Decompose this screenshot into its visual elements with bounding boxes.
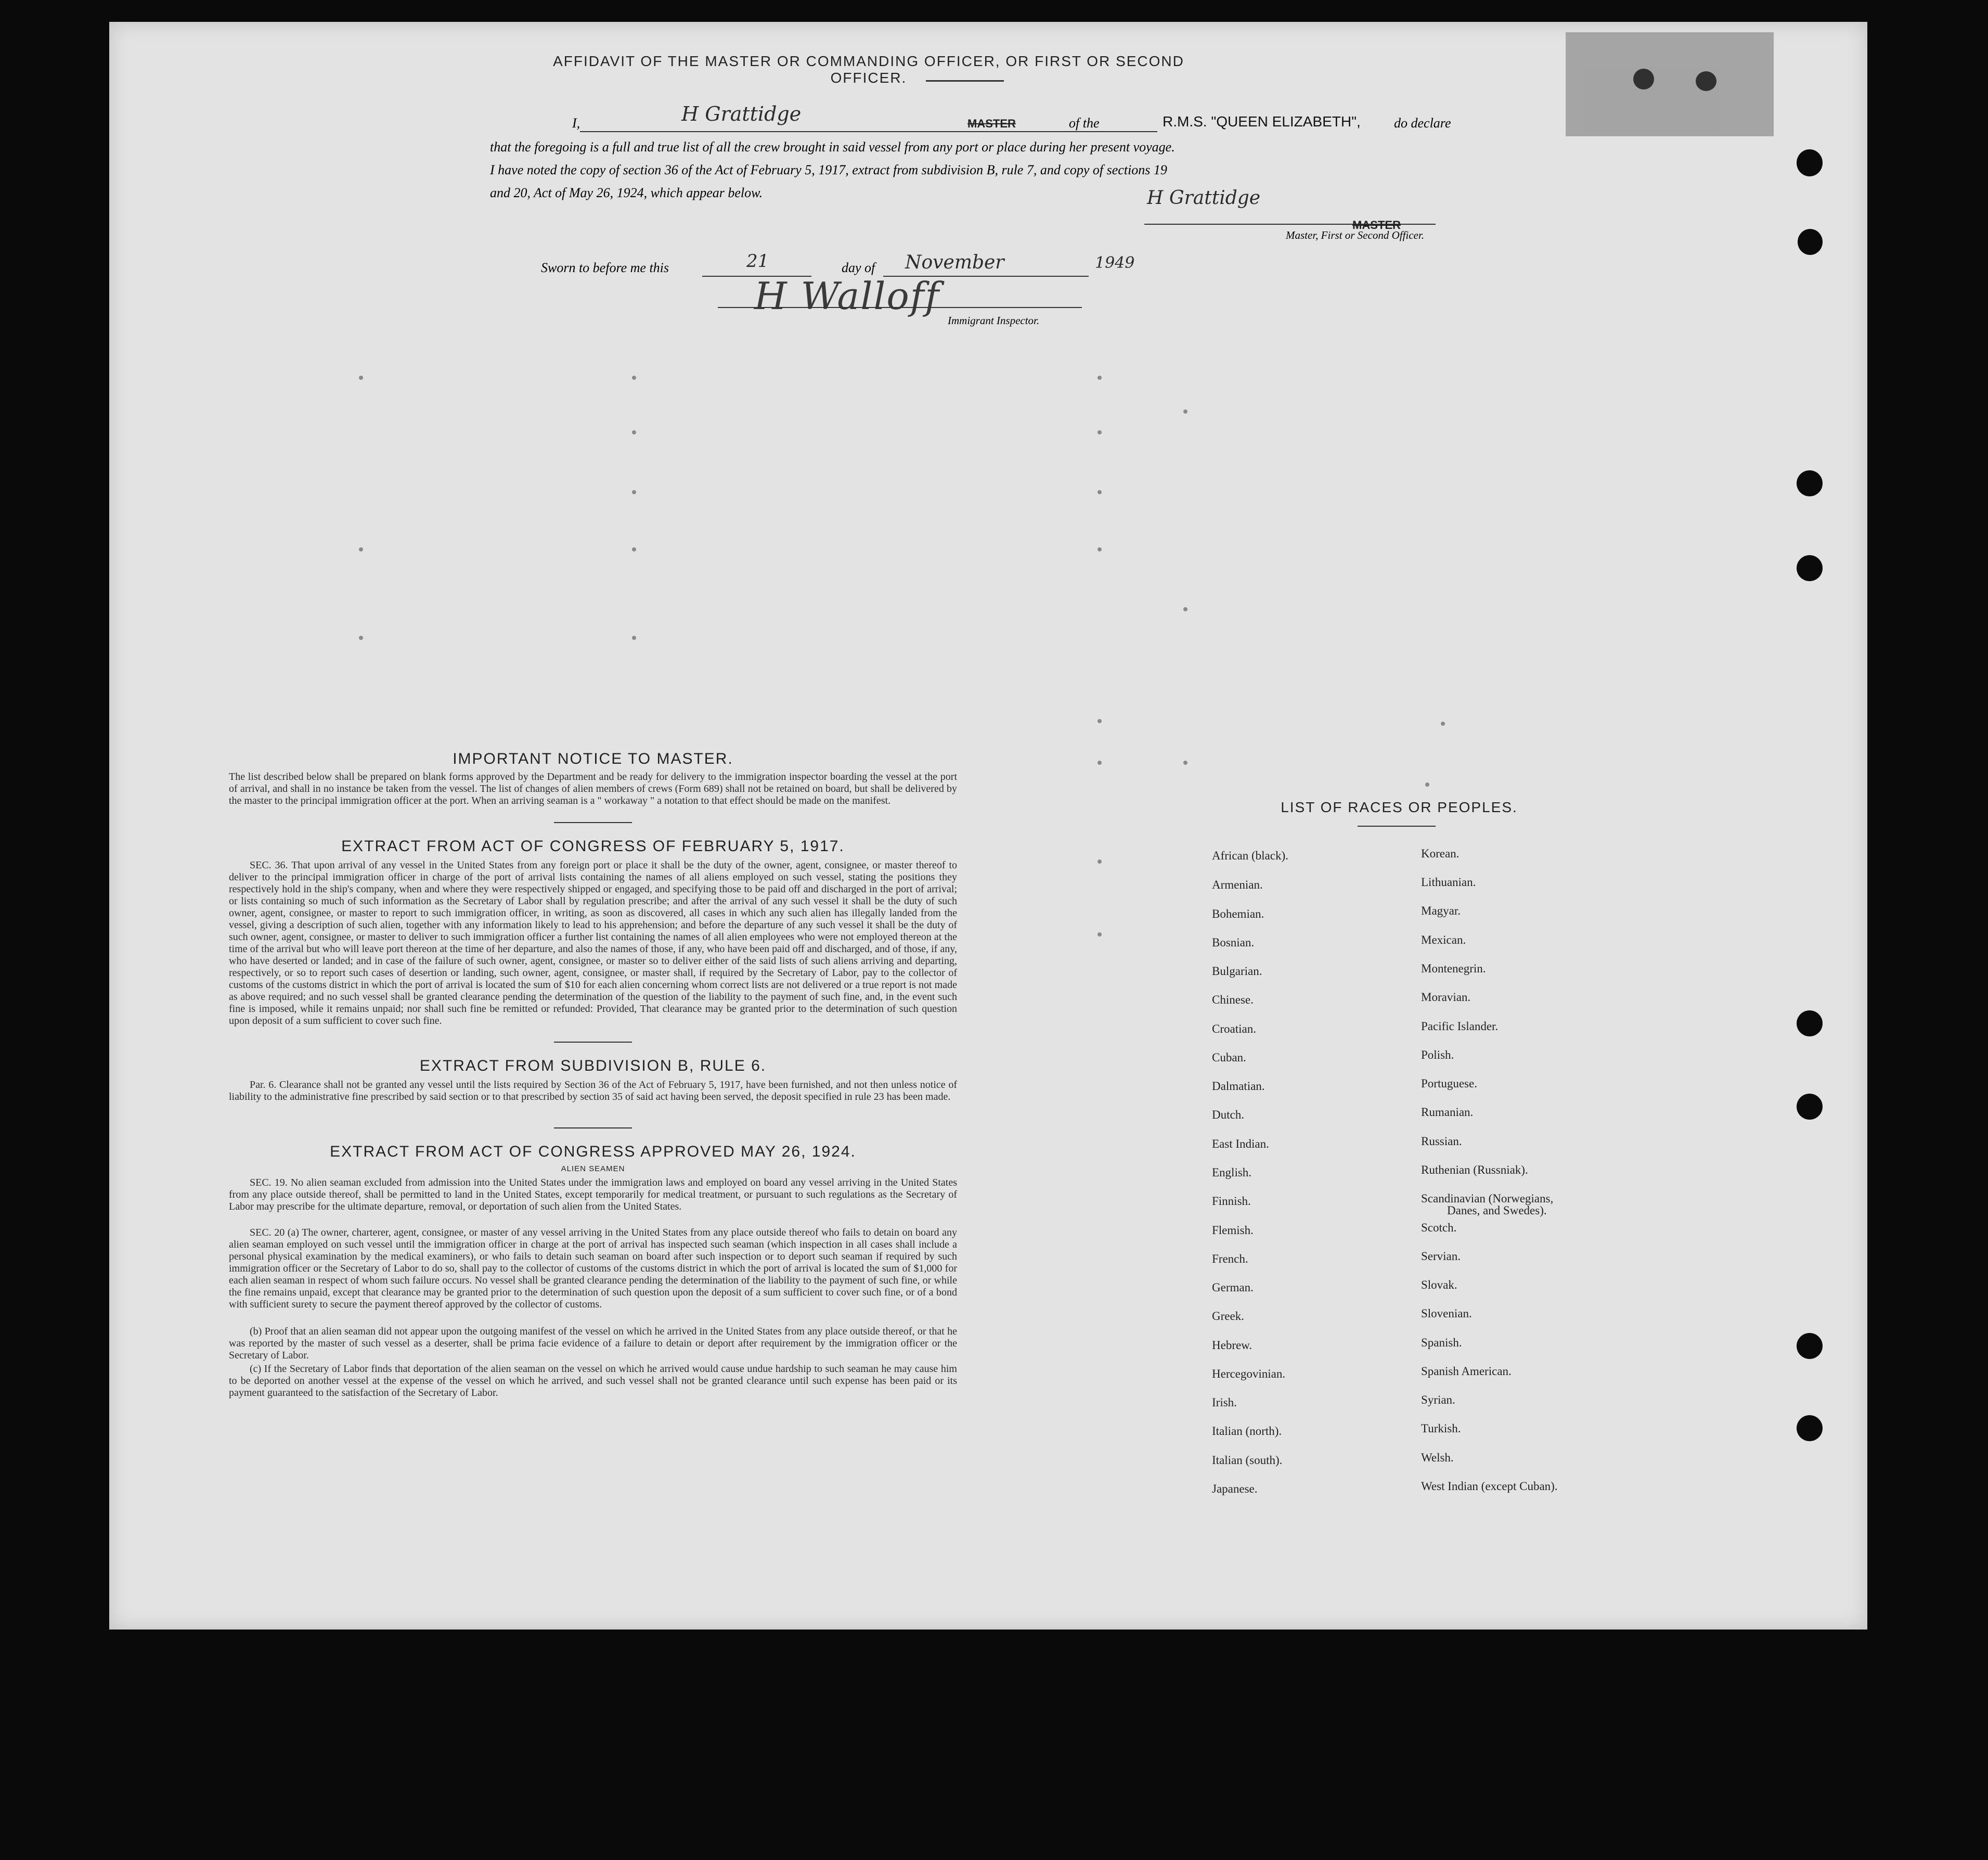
notice-title: IMPORTANT NOTICE TO MASTER. bbox=[453, 750, 733, 767]
race-item: Bohemian. bbox=[1212, 907, 1264, 920]
extract-1917-title: EXTRACT FROM ACT OF CONGRESS OF FEBRUARY 5, 1917. bbox=[341, 838, 845, 855]
extract-rule6-body: Par. 6. Clearance shall not be granted any vessel until the lists required by Section 36 of the Act of February 5, 1917, have been furnished, and not then unless notice of liability to the administrative fine prescribed by said section or to that prescribed by section 35 of said act having been served, the deposit specified in rule 23 has been made. bbox=[229, 1079, 957, 1102]
race-item: Hercegovinian. bbox=[1212, 1367, 1286, 1380]
race-item: African (black). bbox=[1212, 849, 1288, 862]
race-item: Slovenian. bbox=[1421, 1307, 1472, 1320]
race-item: Scandinavian (Norwegians, bbox=[1421, 1192, 1554, 1205]
race-item: Hebrew. bbox=[1212, 1339, 1253, 1352]
corner-stamp bbox=[1566, 32, 1774, 136]
race-item: Greek. bbox=[1212, 1310, 1244, 1323]
document-page bbox=[109, 22, 1867, 1630]
race-item: Armenian. bbox=[1212, 878, 1263, 891]
sworn-day: 21 bbox=[746, 251, 769, 272]
race-item: Moravian. bbox=[1421, 991, 1471, 1004]
inspector-caption: Immigrant Inspector. bbox=[948, 314, 1040, 327]
race-item: Magyar. bbox=[1421, 904, 1461, 917]
extract-1917-rule bbox=[554, 1042, 632, 1043]
sworn-day-of: day of bbox=[842, 260, 875, 275]
binder-hole bbox=[1797, 1415, 1823, 1441]
races-title: LIST OF RACES OR PEOPLES. bbox=[1281, 799, 1518, 815]
of-label: of the bbox=[1069, 116, 1100, 131]
extract-1924-sec20c: (c) If the Secretary of Labor finds that deportation of the alien seaman on the vessel on which he arrived would cause undue hardship to such seaman he may cause him to be deported on another vessel at the expense of the vessel on which he arrived, and such vessel shall not be granted clearance until such expense has been paid or its payment guaranteed to the satisfaction of the Secretary of Labor. bbox=[229, 1363, 957, 1399]
race-item: Korean. bbox=[1421, 847, 1460, 860]
race-item: Cuban. bbox=[1212, 1051, 1246, 1064]
race-item: Dalmatian. bbox=[1212, 1080, 1265, 1093]
race-item: Croatian. bbox=[1212, 1022, 1256, 1035]
race-item: Spanish. bbox=[1421, 1336, 1462, 1349]
race-item: Lithuanian. bbox=[1421, 876, 1476, 889]
extract-1924-sec19: SEC. 19. No alien seaman excluded from admission into the United States under the immigration laws and employed on board any vessel arriving in the United States from any place outside thereof, shall be permitted to land in the United States, except temporarily for medical treatment, or pursuant to such regulations as the Secretary of Labor may prescribe for the ultimate departure, removal, or deportation of such alien from the United States. bbox=[229, 1177, 957, 1212]
extract-1924-title: EXTRACT FROM ACT OF CONGRESS APPROVED MAY 26, 1924. bbox=[330, 1143, 856, 1160]
race-item: Mexican. bbox=[1421, 933, 1466, 946]
extract-1924-sec20a: SEC. 20 (a) The owner, charterer, agent, consignee, or master of any vessel arriving in the United States from any place outside thereof who fails to detain on board any alien seaman employed on such vessel until the immigration officer in charge at the port of arrival has inspected such seaman (which inspection in all cases shall include a personal physical examination by the medical examiners), or who fails to detain such seaman on board after such inspection or to deport such seaman if required by such immigration officer or the Secretary of Labor to do so, shall pay to the collector of customs of the customs district in which the port of arrival is located the sum of $1,000 for each alien seaman in respect of whom such failure occurs. No vessel shall be granted clearance pending the determination of the liability to the payment of such fine, or while the fine remains unpaid, except that clearance may be granted prior to the determination of such question upon the deposit of a sum sufficient to cover such fine, or of a bond with sufficient surety to secure the payment thereof approved by the collector of customs. bbox=[229, 1227, 957, 1310]
signature-rank: MASTER bbox=[1352, 219, 1401, 232]
race-item: Italian (north). bbox=[1212, 1425, 1282, 1438]
binder-hole bbox=[1797, 1010, 1823, 1036]
race-item: Ruthenian (Russniak). bbox=[1421, 1163, 1528, 1176]
declare-text: do declare bbox=[1394, 116, 1451, 131]
affidavit-line4: and 20, Act of May 26, 1924, which appear below. bbox=[490, 185, 763, 200]
sworn-year: 1949 bbox=[1095, 254, 1135, 272]
race-item: Irish. bbox=[1212, 1396, 1237, 1409]
extract-1924-subtitle: ALIEN SEAMEN bbox=[561, 1164, 625, 1173]
sworn-month: November bbox=[905, 252, 1004, 273]
race-item: French. bbox=[1212, 1252, 1248, 1265]
race-item: Portuguese. bbox=[1421, 1077, 1477, 1090]
race-item: Spanish American. bbox=[1421, 1365, 1512, 1378]
race-item: East Indian. bbox=[1212, 1137, 1269, 1150]
binder-hole bbox=[1797, 1094, 1823, 1120]
binder-hole bbox=[1797, 555, 1823, 581]
affidavit-i-prefix: I, bbox=[572, 116, 580, 131]
binder-hole bbox=[1798, 229, 1823, 255]
race-item: Russian. bbox=[1421, 1135, 1462, 1148]
race-item: German. bbox=[1212, 1281, 1254, 1294]
rank-label: MASTER bbox=[967, 117, 1016, 130]
race-item-continuation: Danes, and Swedes). bbox=[1447, 1204, 1547, 1217]
extract-rule6-title: EXTRACT FROM SUBDIVISION B, RULE 6. bbox=[419, 1057, 767, 1074]
signature-caption: Master, First or Second Officer. bbox=[1286, 229, 1424, 241]
race-item: Turkish. bbox=[1421, 1422, 1461, 1435]
master-name-line bbox=[580, 131, 1157, 132]
binder-hole bbox=[1797, 1333, 1823, 1359]
race-item: Montenegrin. bbox=[1421, 962, 1486, 975]
affidavit-title: AFFIDAVIT OF THE MASTER OR COMMANDING OFFICER, OR FIRST OR SECOND OFFICER. bbox=[553, 53, 1184, 86]
master-signature: H Grattidge bbox=[681, 102, 802, 125]
sworn-prefix: Sworn to before me this bbox=[541, 260, 669, 275]
race-item: Finnish. bbox=[1212, 1195, 1251, 1208]
extract-1924-sec20b: (b) Proof that an alien seaman did not appear upon the outgoing manifest of the vessel on which he arrived in the United States from any place outside thereof, or that he was reported by the master of such vessel as a deserter, shall be prima facie evidence of a failure to detain or deport after requirement by the immigration officer or the Secretary of Labor. bbox=[229, 1326, 957, 1361]
notice-body: The list described below shall be prepared on blank forms approved by the Department and be ready for delivery to the immigration inspector boarding the vessel at the port of arrival, and shall in no instance be taken from the vessel. The list of changes of alien members of crews (Form 689) shall not be retained on board, but shall be delivered by the master to the principal immigration officer at the port. When an arriving seaman is a " workaway " a notation to that effect should be made on the manifest. bbox=[229, 771, 957, 806]
race-item: English. bbox=[1212, 1166, 1252, 1179]
extract-rule6-rule bbox=[554, 1127, 632, 1128]
race-item: Dutch. bbox=[1212, 1108, 1244, 1121]
race-item: Pacific Islander. bbox=[1421, 1020, 1499, 1033]
binder-hole bbox=[1797, 149, 1823, 176]
vessel-name: R.M.S. "QUEEN ELIZABETH", bbox=[1163, 113, 1361, 130]
extract-1917-body: SEC. 36. That upon arrival of any vessel in the United States from any foreign port or place it shall be the duty of the owner, agent, consignee, or master thereof to deliver to the principal immigration officer in charge of the port of arrival lists containing the names of all aliens employed on such vessel, stating the positions they respectively hold in the ship's company, when and where they were respectively shipped or engaged, and specifying those to be paid off and discharged in the port of arrival; or lists containing so much of such information as the Secretary of Labor shall by regulation prescribe; and after the arrival of any such vessel it shall be the duty of such owner, agent, consignee, or master to report to such immigration officer, in writing, as soon as discovered, all cases in which any such alien has illegally landed from the vessel, giving a description of such alien, together with any information likely to lead to his apprehension; and before the departure of any such vessel it shall be the duty of such owner, agent, consignee, or master to deliver to such immigration officer a further list containing the names of all alien employees who were not employed thereon at the time of the arrival but who will leave port thereon at the time of her departure, and also the names of those, if any, who have been paid off and discharged, and of those, if any, who have deserted or landed; and in case of the failure of such owner, agent, consignee, or master so to deliver either of the said lists of such aliens arriving and departing, respectively, or so to report such cases of desertion or landing, such owner, agent, consignee, or master shall, if required by the Secretary of Labor, pay to the collector of customs of the customs district in which the port of arrival is located the sum of $10 for each alien concerning whom correct lists are not delivered or a true report is not made as above required; and no such vessel shall be granted clearance pending the determination of the question of the liability to the payment of such fine, and, in the event such fine is imposed, while it remains unpaid; nor shall such fine be remitted or refunded: Provided, That clearance may be granted prior to the determination of such question upon deposit of a sum sufficient to cover such fine. bbox=[229, 860, 957, 1027]
races-rule bbox=[1358, 826, 1436, 827]
race-item: Polish. bbox=[1421, 1048, 1454, 1061]
master-signature-2: H Grattidge bbox=[1147, 187, 1261, 209]
race-item: Scotch. bbox=[1421, 1221, 1457, 1234]
race-item: Welsh. bbox=[1421, 1451, 1454, 1464]
race-item: Bosnian. bbox=[1212, 936, 1255, 949]
race-item: Syrian. bbox=[1421, 1393, 1455, 1406]
race-item: Flemish. bbox=[1212, 1224, 1254, 1237]
race-item: Italian (south). bbox=[1212, 1454, 1283, 1467]
race-item: Slovak. bbox=[1421, 1278, 1457, 1291]
race-item: Servian. bbox=[1421, 1250, 1461, 1263]
title-rule bbox=[926, 80, 1004, 82]
race-item: West Indian (except Cuban). bbox=[1421, 1480, 1558, 1493]
race-item: Chinese. bbox=[1212, 993, 1254, 1006]
inspector-signature: H Walloff bbox=[754, 274, 940, 318]
binder-hole bbox=[1797, 470, 1823, 496]
notice-rule bbox=[554, 822, 632, 823]
race-item: Rumanian. bbox=[1421, 1106, 1474, 1119]
race-item: Japanese. bbox=[1212, 1482, 1258, 1495]
affidavit-line3: I have noted the copy of section 36 of the Act of February 5, 1917, extract from subdivision B, rule 7, and copy of sections 19 bbox=[490, 162, 1167, 177]
inspector-line bbox=[718, 307, 1082, 308]
affidavit-line2: that the foregoing is a full and true list of all the crew brought in said vessel from any port or place during her present voyage. bbox=[490, 139, 1175, 155]
race-item: Bulgarian. bbox=[1212, 965, 1262, 978]
